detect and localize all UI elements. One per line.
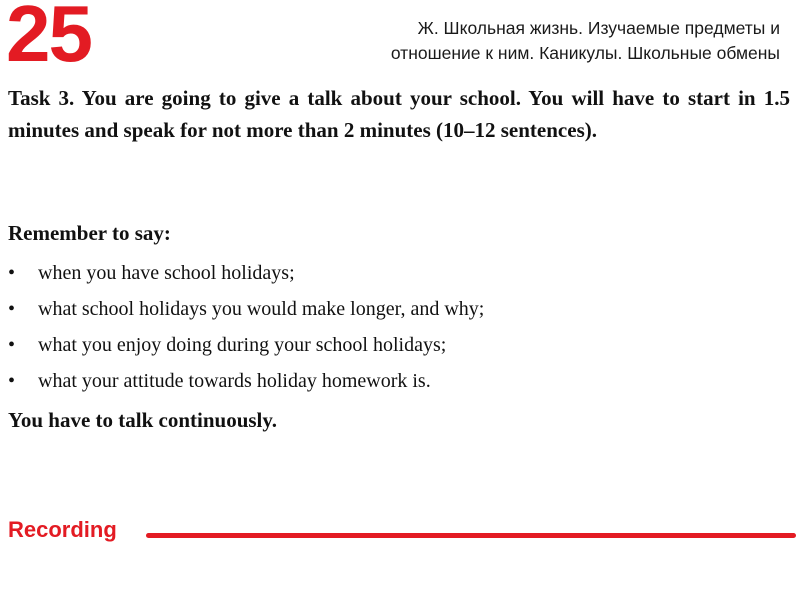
list-item-text: what your attitude towards holiday homework is. [38,370,431,392]
task-number-badge: 25 [6,0,91,78]
topic-line-2: отношение к ним. Каникулы. Школьные обмены [390,43,780,63]
remember-list [8,255,484,399]
bullet-icon: • [8,262,16,284]
list-item-text: when you have school holidays; [38,262,295,284]
bullet-icon: • [8,370,16,392]
list-item-text: what you enjoy doing during your school holidays; [38,334,447,356]
list-item [8,327,484,363]
closing-instruction: You have to talk continuously. [8,408,277,432]
bullet-icon: • [8,298,16,320]
list-item [8,255,484,291]
list-item [8,363,484,399]
recording-progress-bar [146,533,796,538]
topic-line-1: Ж. Школьная жизнь. Изучаемые предметы и [417,18,780,38]
remember-heading: Remember to say: [8,221,171,245]
list-item-text: what school holidays you would make longer, and why; [38,298,485,320]
bullet-icon: • [8,334,16,356]
task-instructions: Task 3. You are going to give a talk about your school. You will have to start in 1.5 minutes and speak for not more than 2 minutes (10–12 sentences). [8,86,790,142]
list-item [8,291,484,327]
topic-title [260,16,780,66]
recording-button[interactable]: Recording [8,517,117,542]
